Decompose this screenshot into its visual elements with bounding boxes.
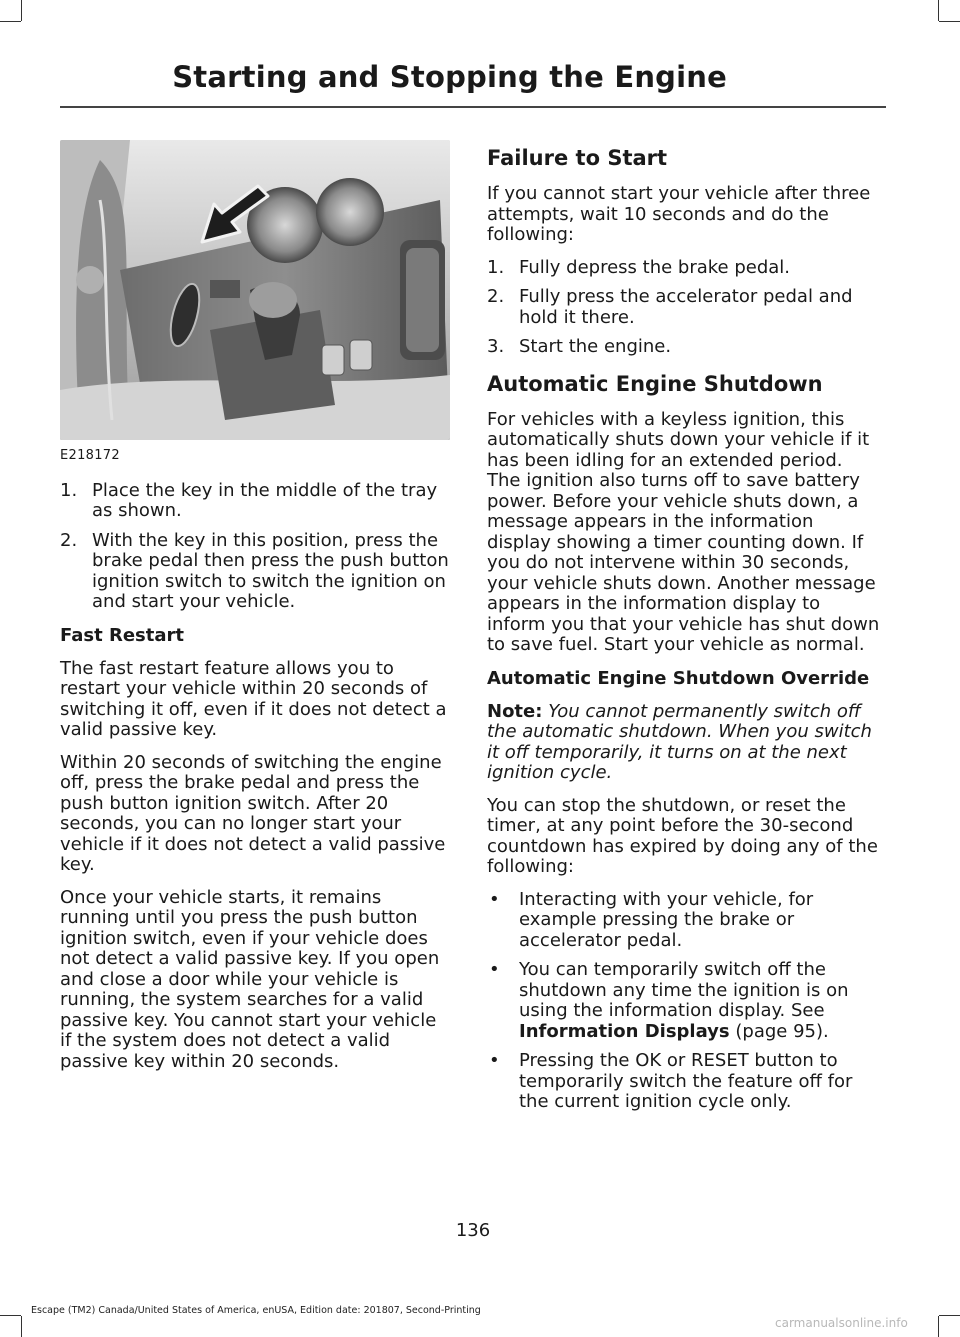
note-text: You cannot permanently switch off the automatic shutdown. When you switch it off temporarily, it turns on at the next ignition cycle. [487, 700, 872, 783]
list-item: 3. Start the engine. [487, 336, 672, 357]
paragraph: Within 20 seconds of switching the engine off, press the brake pedal and press the push button ignition switch. After 20 seconds, you can no longer start your vehicle if it does not detect a valid passive key. [60, 751, 446, 875]
list-item: • You can temporarily switch off the shutdown any time the ignition is on using the information display. See Information Displays (page 95). [489, 959, 849, 1042]
paragraph: If you cannot start your vehicle after three attempts, wait 10 seconds and do the following: [487, 183, 871, 245]
list-item: 2. Fully press the accelerator pedal and hold it there. [487, 286, 853, 328]
list-item: 1. Place the key in the middle of the tray as shown. [60, 479, 438, 521]
paragraph: You can stop the shutdown, or reset the timer, at any point before the 30-second countdown has expired by doing any of the following: [487, 794, 878, 877]
note [487, 702, 881, 784]
right-column [487, 140, 881, 1125]
crop-mark [938, 1316, 939, 1337]
figure-code: E218172 [60, 448, 120, 463]
automatic-shutdown-heading: Automatic Engine Shutdown [487, 371, 823, 396]
page-title: Starting and Stopping the Engine [172, 60, 727, 94]
paragraph: For vehicles with a keyless ignition, this automatically shuts down your vehicle if it has been idling for an extended period. The ignition also turns off to save battery power. Before your vehicle shuts down, a message appears in the information display showing a timer counting down. If you do not intervene within 30 seconds, your vehicle shuts down. Another message appears in the information display to inform you that your vehicle has shut down to save fuel. Start your vehicle as normal. [487, 408, 880, 655]
footer-edition: Escape (TM2) Canada/United States of America, enUSA, Edition date: 201807, Second-Printing [31, 1305, 481, 1316]
note-label: Note: [487, 700, 543, 722]
left-column [60, 140, 450, 1084]
paragraph: The fast restart feature allows you to restart your vehicle within 20 seconds of switching it off, even if it does not detect a valid passive key. [60, 657, 447, 740]
shutdown-override-heading: Automatic Engine Shutdown Override [487, 667, 870, 689]
list-item: 1. Fully depress the brake pedal. [487, 256, 791, 278]
fast-restart-heading: Fast Restart [60, 624, 184, 646]
override-options [487, 890, 881, 1113]
crop-mark [21, 1316, 22, 1337]
crop-mark [21, 0, 22, 21]
failure-steps [487, 258, 881, 358]
crop-mark [938, 0, 939, 21]
crop-mark [0, 21, 21, 22]
information-displays-link[interactable]: Information Displays [519, 1020, 730, 1042]
console-key-tray-image [60, 140, 450, 440]
list-item: • Interacting with your vehicle, for example pressing the brake or accelerator pedal. [489, 888, 814, 951]
list-item: 2. With the key in this position, press the brake pedal then press the push button ignition switch to switch the ignition on and start your vehicle. [60, 529, 449, 612]
crop-mark [939, 21, 960, 22]
placement-steps [60, 481, 450, 613]
paragraph: Once your vehicle starts, it remains running until you press the push button ignition switch, even if your vehicle does not detect a valid passive key. If you open and close a door while your vehicle is running, the system searches for a valid passive key. You cannot start your vehicle if the system does not detect a valid passive key within 20 seconds. [60, 886, 440, 1072]
failure-to-start-heading: Failure to Start [487, 146, 668, 170]
crop-mark [0, 1315, 21, 1316]
crop-mark [939, 1315, 960, 1316]
watermark: carmanualsonline.info [775, 1316, 908, 1330]
page-number: 136 [455, 1220, 491, 1241]
title-divider [60, 106, 886, 108]
list-item: • Pressing the OK or RESET button to temporarily switch the feature off for the current ignition cycle only. [489, 1050, 853, 1112]
